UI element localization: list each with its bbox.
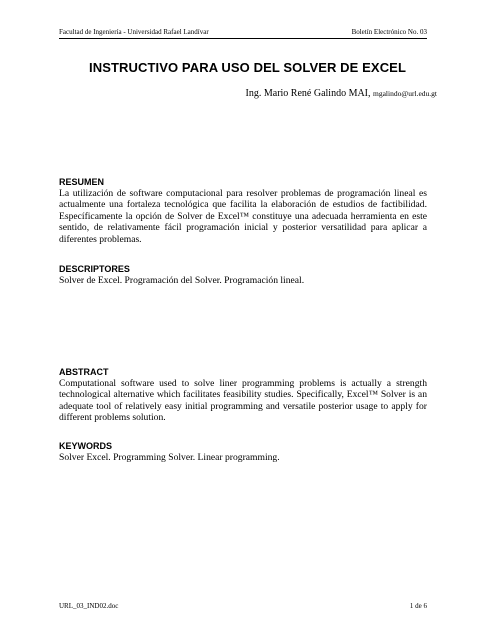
header-rule xyxy=(59,38,427,39)
page-header xyxy=(59,28,427,36)
footer-page-number: 1 de 6 xyxy=(409,602,427,610)
header-bulletin: Boletín Electrónico No. 03 xyxy=(351,28,427,36)
descriptores-heading: DESCRIPTORES xyxy=(59,264,130,274)
abstract-heading: ABSTRACT xyxy=(59,367,109,377)
resumen-text: La utilización de software computacional para resolver problemas de programación lineal es actualmente una fortaleza tecnológica que facilita la elaboración de estudios de factibilidad. Específicamente la opción de Solver de Excel™ constituye una adecuada herramienta en este sentido, de relativamente fácil programación inicial y posterior versatilidad para aplicar a diferentes problemas. xyxy=(59,188,427,245)
author-name: Ing. Mario René Galindo MAI, xyxy=(245,88,371,99)
keywords-heading: KEYWORDS xyxy=(59,441,113,451)
page-footer xyxy=(59,602,427,610)
descriptores-text: Solver de Excel. Programación del Solver. Programación lineal. xyxy=(59,275,305,286)
author-email: mgalindo@url.edu.gt xyxy=(373,89,437,98)
header-institution: Facultad de Ingeniería - Universidad Rafael Landívar xyxy=(59,28,209,36)
document-title: INSTRUCTIVO PARA USO DEL SOLVER DE EXCEL xyxy=(89,60,406,75)
footer-filename: URL_03_IND02.doc xyxy=(59,602,119,610)
resumen-heading: RESUMEN xyxy=(59,177,105,187)
author-line xyxy=(246,88,437,99)
keywords-text: Solver Excel. Programming Solver. Linear programming. xyxy=(59,452,280,463)
abstract-text: Computational software used to solve liner programming problems is actually a strength technological alternative which facilitates feasibility studies. Specifically, Excel™ Solver is an adequate tool of relatively easy initial programming and versatile posterior usage to apply for different problems solution. xyxy=(59,378,427,424)
